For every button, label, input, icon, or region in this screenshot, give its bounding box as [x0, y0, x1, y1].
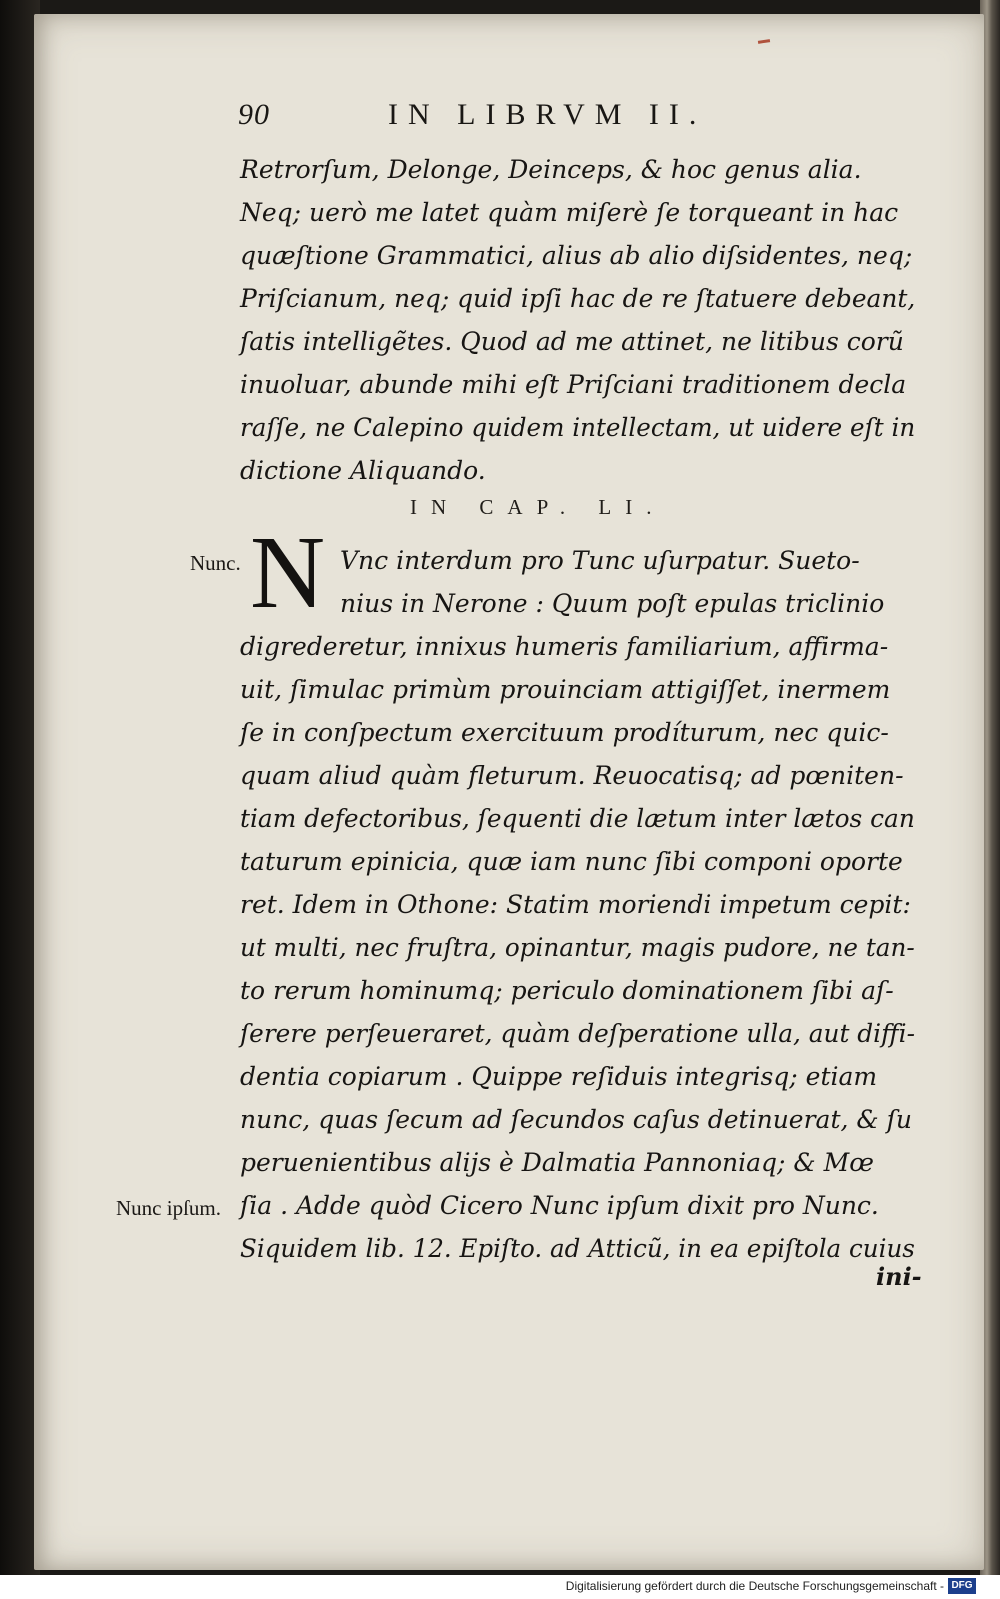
page-number: 90 [238, 98, 270, 131]
text-line: ſerere perſeueraret, quàm deſperatione ulla, aut diffi- [240, 1019, 915, 1048]
text-line: Retrorſum, Delonge, Deinceps, & hoc genus alia. [240, 155, 862, 184]
text-line: nunc, quas ſecum ad ſecundos caſus detinuerat, & ſu [240, 1105, 912, 1134]
drop-cap-initial: N [250, 515, 326, 630]
text-line: Siquidem lib. 12. Epiſto. ad Atticũ, in ea epiſtola cuius [240, 1234, 915, 1263]
text-line: tiam defectoribus, ſequenti die lætum inter lætos can [240, 804, 915, 833]
text-line: inuoluar, abunde mihi eſt Priſciani traditionem decla [240, 370, 907, 399]
dfg-logo: DFG [948, 1578, 976, 1594]
text-line: peruenientibus alijs è Dalmatia Pannoniaq; & Mœ [240, 1148, 874, 1177]
text-line: ret. Idem in Othone: Statim moriendi impetum cepit: [240, 890, 911, 919]
text-line: uit, ſimulac primùm prouinciam attigiſſet, inermem [240, 675, 891, 704]
text-line: Neq; uerò me latet quàm miſerè ſe torqueant in hac [240, 198, 899, 227]
text-line: ut multi, nec fruſtra, opinantur, magis pudore, ne tan- [240, 933, 915, 962]
text-line: dentia copiarum . Quippe reſiduis integrisq; etiam [240, 1062, 878, 1091]
text-line: ſatis intelligẽtes. Quod ad me attinet, ne litibus corũ [240, 327, 904, 356]
section-heading: IN CAP. LI. [410, 495, 666, 519]
text-line: nius in Nerone : Quum poſt epulas triclinio [340, 589, 885, 618]
text-line: quæſtione Grammatici, alius ab alio diſsidentes, neq; [240, 241, 913, 270]
running-title: IN LIBRVM II. [388, 98, 707, 131]
text-line: ſia . Adde quòd Cicero Nunc ipſum dixit pro Nunc. [240, 1191, 879, 1220]
text-line: ſe in conſpectum exercituum prodíturum, nec quic- [240, 718, 889, 747]
footer-credit: Digitalisierung gefördert durch die Deutsche Forschungsgemeinschaft - [565, 1579, 944, 1593]
catchword: ini- [876, 1262, 922, 1291]
text-line: to rerum hominumq; periculo dominationem ſibi aſ- [240, 976, 894, 1005]
text-line: Priſcianum, neq; quid ipſi hac de re ſtatuere debeant, [240, 284, 916, 313]
margin-note-nunc-ipsum: Nunc ipſum. [116, 1196, 221, 1220]
text-line: digrederetur, innixus humeris familiarium, affirma- [240, 632, 889, 661]
running-head [238, 98, 838, 142]
text-line: Vnc interdum pro Tunc uſurpatur. Sueto- [340, 546, 860, 575]
text-line: dictione Aliquando. [240, 456, 486, 485]
text-line: taturum epinicia, quæ iam nunc ſibi componi oporte [240, 847, 903, 876]
margin-note-nunc: Nunc. [190, 551, 241, 575]
footer-bar [0, 1575, 1000, 1599]
text-line: raſſe, ne Calepino quidem intellectam, ut uidere eſt in [240, 413, 916, 442]
text-line: quam aliud quàm fleturum. Reuocatisq; ad pœniten- [240, 761, 904, 790]
